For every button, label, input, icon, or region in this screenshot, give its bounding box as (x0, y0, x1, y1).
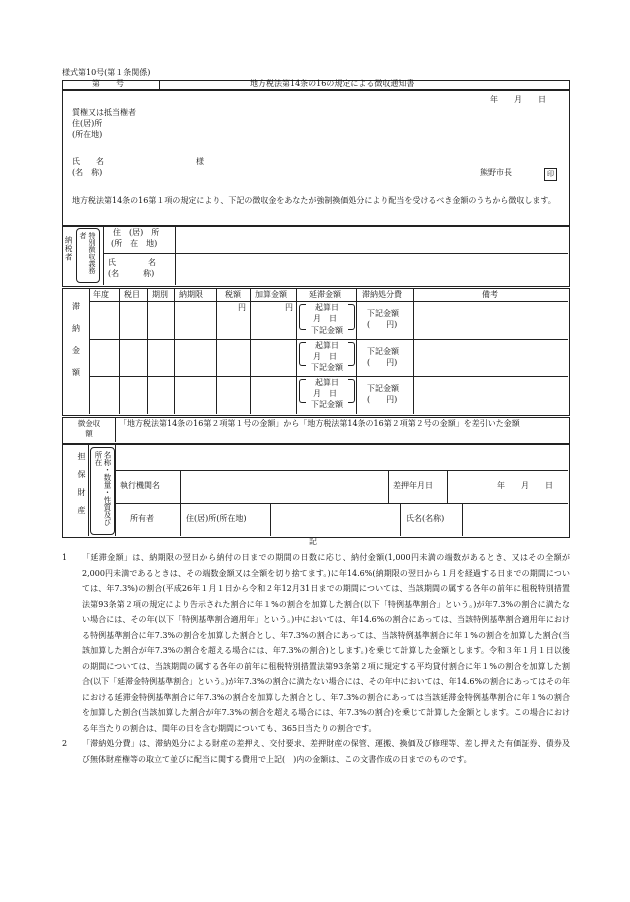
addressee-name-label-alt: (名 称) (72, 168, 103, 177)
notes-title: 記 (309, 537, 317, 546)
intro-text: 地方税法第14条の16第１項の規定により、下記の徴収金をあなたが強制換価処分により配当を受けるべき金額のうちから徴収します。 (72, 196, 556, 205)
form-number: 様式第10号(第１条関係) (62, 68, 151, 77)
seizure-date-label: 差押年月日 (393, 481, 433, 490)
special-obligor-label: 特別徴収義務者 (79, 232, 96, 274)
executing-agency-label: 執行機関名 (120, 481, 160, 490)
obligor-name-label: 氏 名 (108, 258, 156, 267)
addressee-location-label: (所在地) (72, 130, 103, 139)
col-tax-amount: 税額 (225, 290, 241, 299)
delay-start-2: 起算日 (315, 341, 339, 350)
honorific: 様 (196, 157, 204, 166)
fee-amount-1: 下記金額 (367, 309, 399, 318)
col-due-date: 納期限 (179, 290, 203, 299)
seizure-date: 年 月 日 (497, 481, 553, 490)
fee-amount-2: 下記金額 (367, 347, 399, 356)
col-period: 期別 (152, 290, 168, 299)
obligor-address-label: 住 (居) 所 (113, 228, 160, 237)
delay-date-3: 月 日 (313, 389, 337, 398)
issue-date: 年 月 日 (490, 95, 546, 104)
delay-amount-2: 下記金額 (311, 363, 343, 372)
col-disposition-fee: 滞納処分費 (362, 290, 402, 299)
col-remarks: 備考 (482, 290, 498, 299)
unit-yen-additional: 円 (285, 303, 293, 312)
collection-text: 「地方税法第14条の16第２項第１号の金額」から「地方税法第14条の16第２項第２号の金額」を差引いた金額 (119, 419, 520, 428)
delay-date-2: 月 日 (313, 352, 337, 361)
owner-address-label: 住(居)所(所在地) (186, 514, 247, 523)
notes-list (62, 550, 570, 767)
arrears-side-label: 滞納金額 (71, 302, 81, 390)
owner-name-label: 氏名(名称) (406, 514, 445, 523)
seal-mark: 印 (544, 168, 557, 181)
delay-start-1: 起算日 (315, 303, 339, 312)
obligor-location-label: (所 在 地) (111, 239, 158, 248)
document-title: 地方税法第14条の16の規定による徴収通知書 (250, 79, 415, 88)
fee-paren-2: ( 円) (367, 358, 398, 367)
note-1: 1 「延滞金額」は、納期限の翌日から納付の日までの期間の日数に応じ、納付金額(1,000円未満の端数があるとき、又はその全額が2,000円未満であるときは、その端数金額又は全額を切り捨てます。)に年14.6%(納期限の翌日から１月を経過する日までの期間については、年7.3%)の割合(平成26年１月１日から令和２年12月31日までの期間については、当該期間の属する各年の前年に租税特別措置法第93条第２項の規定により告示された割合に年１%の割合を加算した割合(以下「特例基準割合」という。)が年7.3%の割合に満たない場合には、その年(以下「特例基準割合適用年」という。)中においては、年14.6%の割合にあっては、当該特例基準割合適用年における特例基準割合に年7.3%の割合を加算した割合とし、年7.3%の割合にあっては、当該特例基準割合に年１%の割合を加算した割合(当該加算した割合が年7.3%の割合を超える場合には、年7.3%の割合)とします。)を乗じて計算した金額とします。令和３年１月１日以後の期間については、当該期間の属する各年の前年に租税特別措置法第93条第２項に規定する平均貸付割合に年１%の割合を加算した割合(以下「延滞金特例基準割合」という。)が年7.3%の割合に満たない場合には、その年中においては、年14.6%の割合にあってはその年における延滞金特例基準割合に年7.3%の割合を加算した割合とし、年7.3%の割合にあっては当該延滞金特例基準割合に年１%の割合を加算した割合(当該加算した割合が年7.3%の割合を超える場合には、年7.3%の割合)を乗じて計算した金額とします。この場合における年当たりの割合は、閏年の日を含む期間についても、365日当たりの割合です。 (62, 553, 570, 733)
col-additional: 加算金額 (255, 290, 287, 299)
taxpayer-label: 納税者 (64, 236, 74, 262)
addressee-address-label: 住(居)所 (72, 119, 103, 128)
collateral-side-label: 担保財産 (77, 452, 86, 524)
delay-amount-1: 下記金額 (311, 326, 343, 335)
col-delinquency: 延滞金額 (309, 290, 341, 299)
unit-yen-tax: 円 (238, 303, 246, 312)
owner-label: 所有者 (130, 514, 154, 523)
col-year: 年度 (93, 290, 109, 299)
obligor-name-label-alt: (名 称) (108, 269, 155, 278)
col-tax-item: 税目 (124, 290, 140, 299)
delay-date-1: 月 日 (313, 314, 337, 323)
addressee-role: 質権又は抵当権者 (72, 108, 136, 117)
note-2: 2 「滞納処分費」は、滞納処分による財産の差押え、交付要求、差押財産の保管、運搬、換価及び修理等、差し押えた有価証券、債券及び無体財産権等の取立て並びに配当に関する費用で上記( )内の金額は、この文書作成の日までのものです。 (62, 739, 570, 764)
delay-start-3: 起算日 (315, 378, 339, 387)
fee-paren-1: ( 円) (367, 320, 398, 329)
fee-amount-3: 下記金額 (367, 384, 399, 393)
addressee-name-label: 氏 名 (72, 157, 104, 166)
delay-amount-3: 下記金額 (311, 400, 343, 409)
collection-label: 徴金収額 (77, 419, 101, 438)
document-number-label: 第 号 (92, 79, 124, 88)
fee-paren-3: ( 円) (367, 395, 398, 404)
collateral-inner-label: 名称・数量・性質及び所在 (94, 451, 112, 526)
sender-name: 熊野市長 (480, 168, 512, 177)
